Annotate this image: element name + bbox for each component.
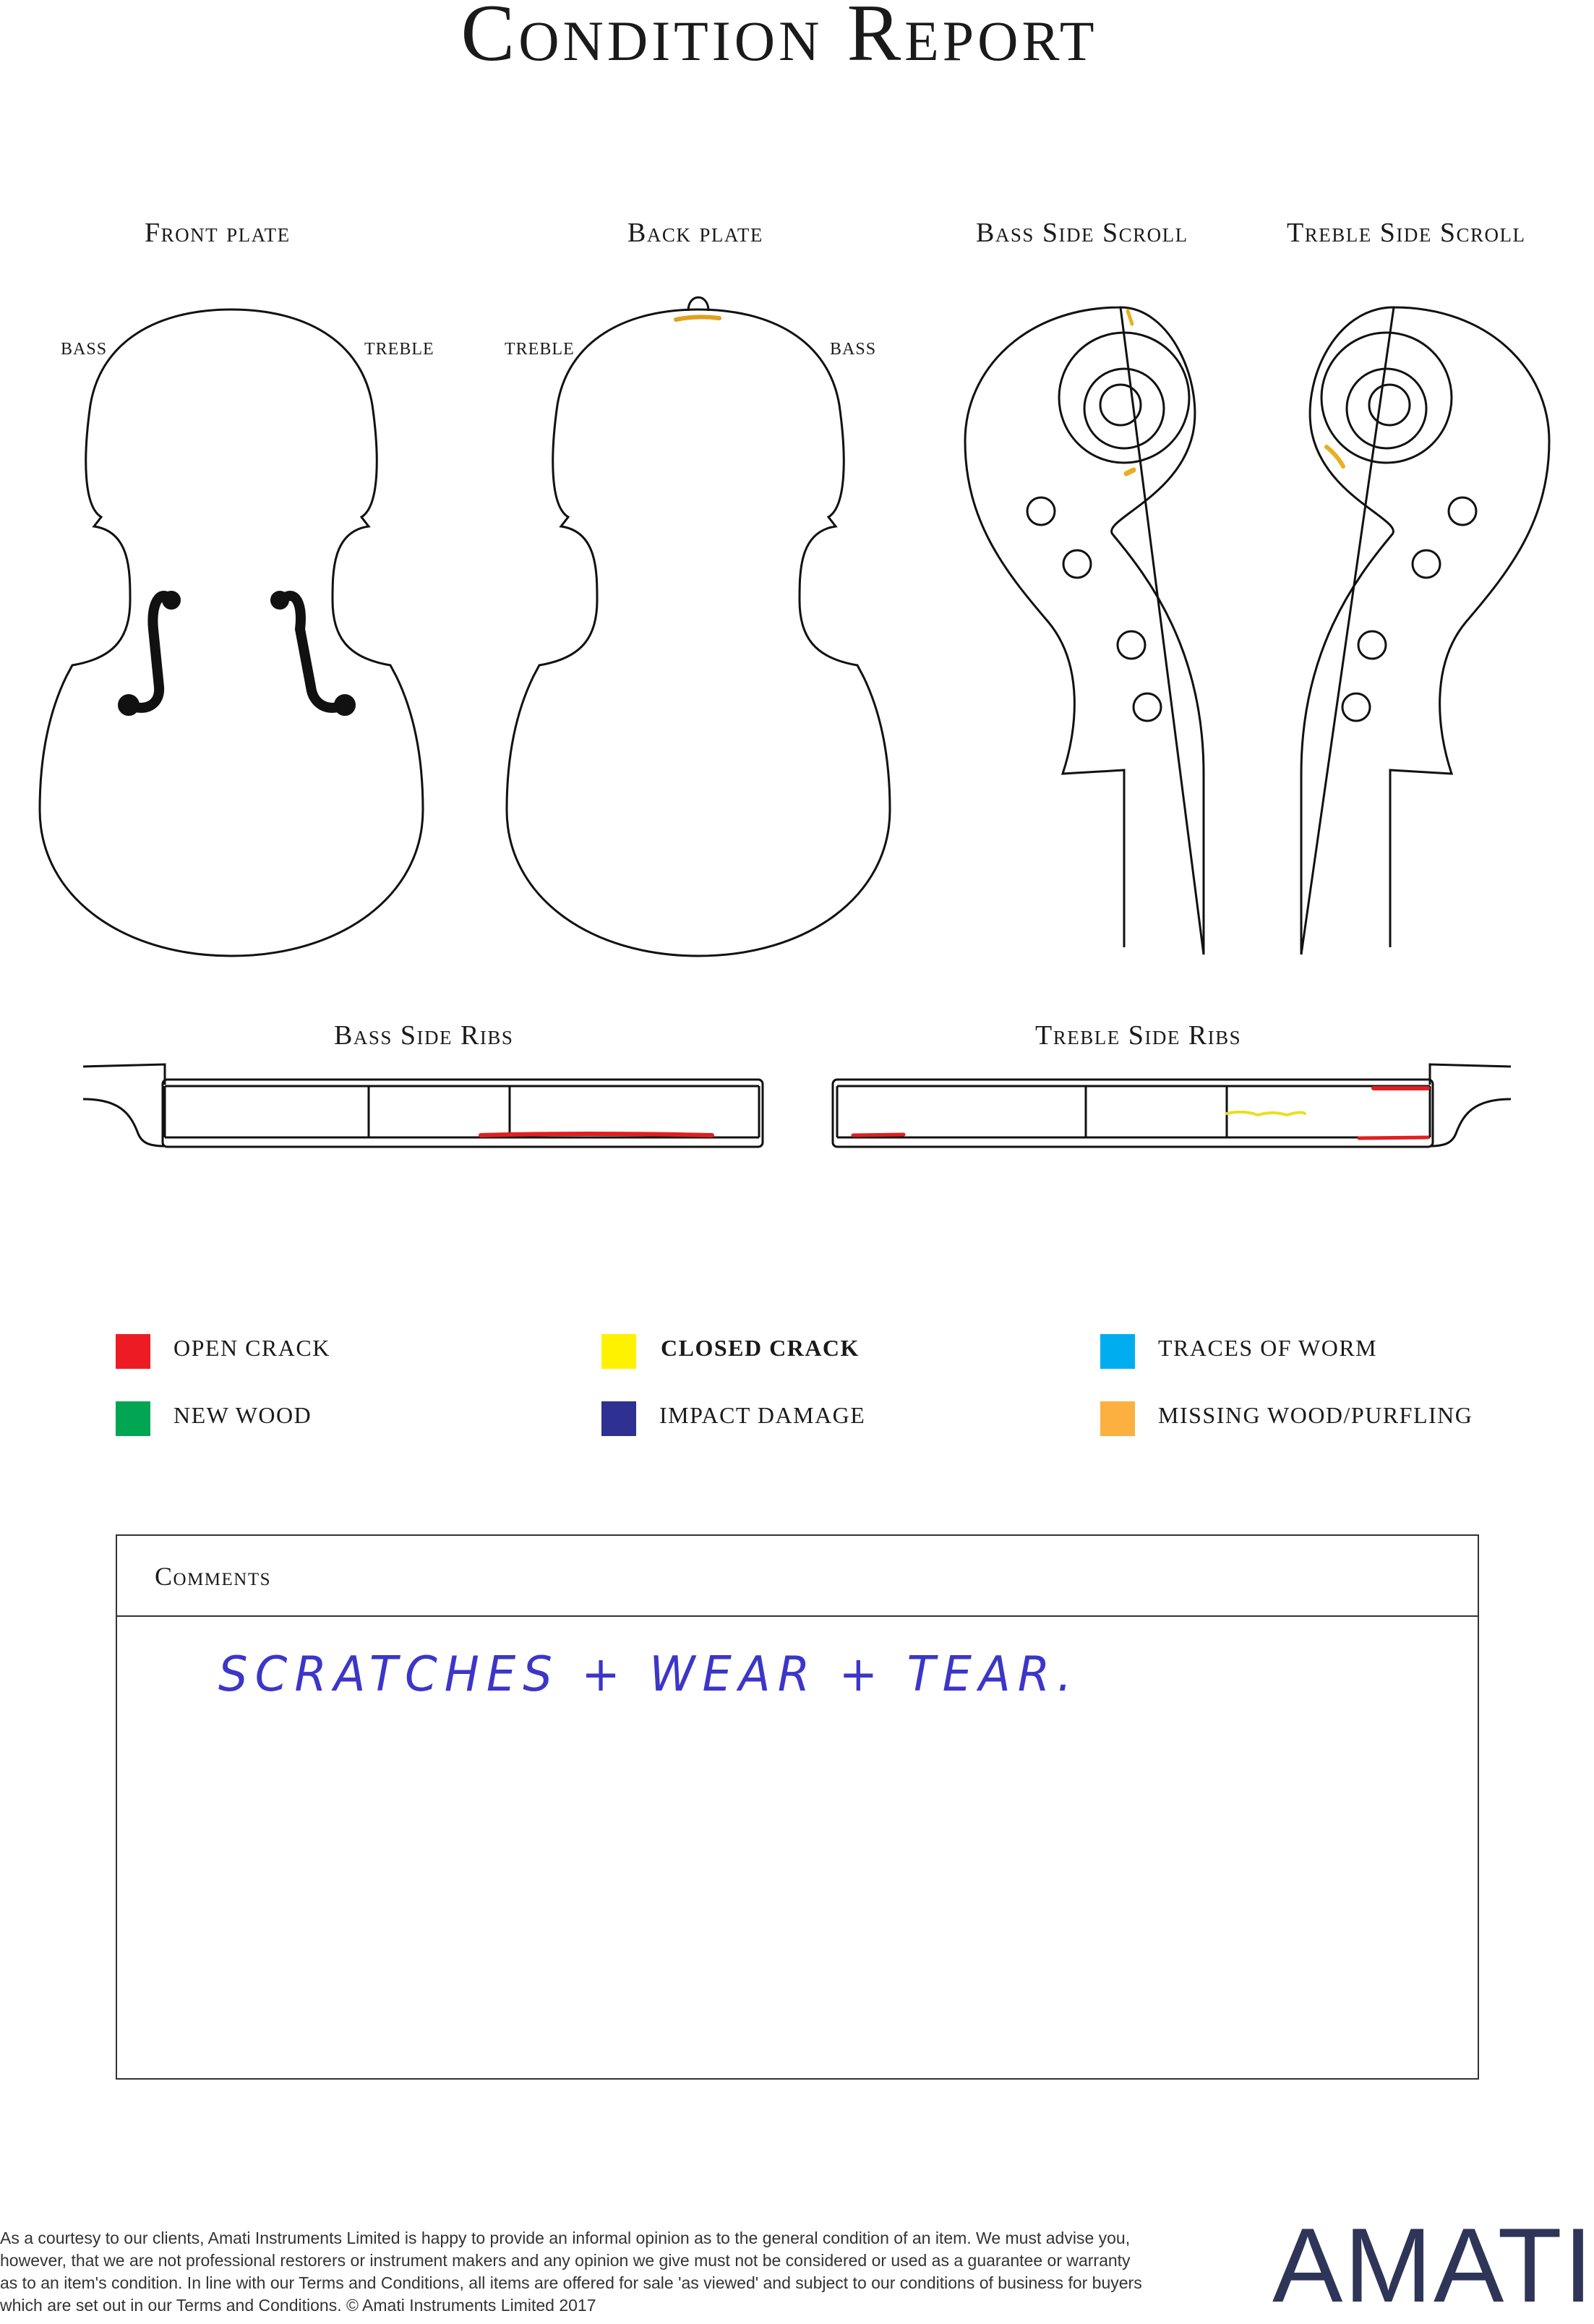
front-plate-title: Front plate xyxy=(145,218,291,248)
legend-swatch-closed-crack xyxy=(601,1334,636,1369)
treble-ribs-open-crack-bottom xyxy=(1359,1137,1428,1138)
bass-side-ribs-title: Bass Side Ribs xyxy=(334,1020,514,1051)
back-bass-label: BASS xyxy=(830,340,877,359)
legend-label-open-crack: OPEN CRACK xyxy=(173,1335,330,1361)
f-hole-bass xyxy=(130,596,173,708)
legend-label-missing-wood: MISSING WOOD/PURFLING xyxy=(1158,1402,1473,1428)
treble-ribs-closed-crack xyxy=(1227,1112,1305,1115)
page-title: Condition Report xyxy=(460,0,1098,78)
treble-side-ribs-title: Treble Side Ribs xyxy=(1035,1020,1242,1051)
front-treble-label: TREBLE xyxy=(364,340,434,359)
bass-scroll-mark-top xyxy=(1128,311,1132,324)
back-plate-title: Back plate xyxy=(627,218,763,248)
front-plate-outline xyxy=(40,309,423,956)
legend-swatch-new-wood xyxy=(116,1401,150,1436)
comments-box xyxy=(116,1534,1479,2080)
disclaimer-text: As a courtesy to our clients, Amati Instruments Limited is happy to provide an informal opinion as to the general condition of an item. We must advise you, however, that we are not professional restorers or instrument makers and any opinion we give must not be considered or used as a guarantee or warranty as to an item's condition. In line with our Terms and Conditions, all items are offered for sale 'as viewed' and subject to our conditions of business for buyers which are set out in our Terms and Conditions. © Amati Instruments Limited 2017 xyxy=(0,2229,1142,2315)
legend-label-impact-damage: IMPACT DAMAGE xyxy=(659,1402,866,1428)
front-bass-label: BASS xyxy=(61,340,108,359)
bass-ribs-open-crack xyxy=(481,1134,712,1135)
treble-scroll-mark xyxy=(1327,447,1343,466)
bass-ribs-neck xyxy=(83,1064,165,1146)
comments-handwritten-text: SCRATCHES + WEAR + TEAR. xyxy=(218,1646,1079,1703)
bass-scroll-mark-bottom xyxy=(1126,470,1134,474)
legend-swatch-impact-damage xyxy=(601,1401,636,1436)
treble-side-scroll-title: Treble Side Scroll xyxy=(1287,218,1526,248)
bass-side-scroll-title: Bass Side Scroll xyxy=(976,218,1188,248)
legend-label-closed-crack: CLOSED CRACK xyxy=(661,1335,860,1361)
back-plate-outline xyxy=(507,309,890,956)
legend-label-new-wood: NEW WOOD xyxy=(173,1402,312,1428)
legend-label-traces-of-worm: TRACES OF WORM xyxy=(1158,1335,1378,1361)
brand-logo: AMATI xyxy=(1272,2206,1594,2324)
legend-swatch-traces-of-worm xyxy=(1100,1334,1135,1369)
legend-swatch-open-crack xyxy=(116,1334,150,1369)
treble-ribs-neck xyxy=(1430,1064,1511,1146)
back-treble-label: TREBLE xyxy=(505,340,575,359)
comments-header: Comments xyxy=(117,1536,1478,1617)
back-plate-missing-wood-mark xyxy=(676,317,719,320)
legend-swatch-missing-wood xyxy=(1100,1401,1135,1436)
